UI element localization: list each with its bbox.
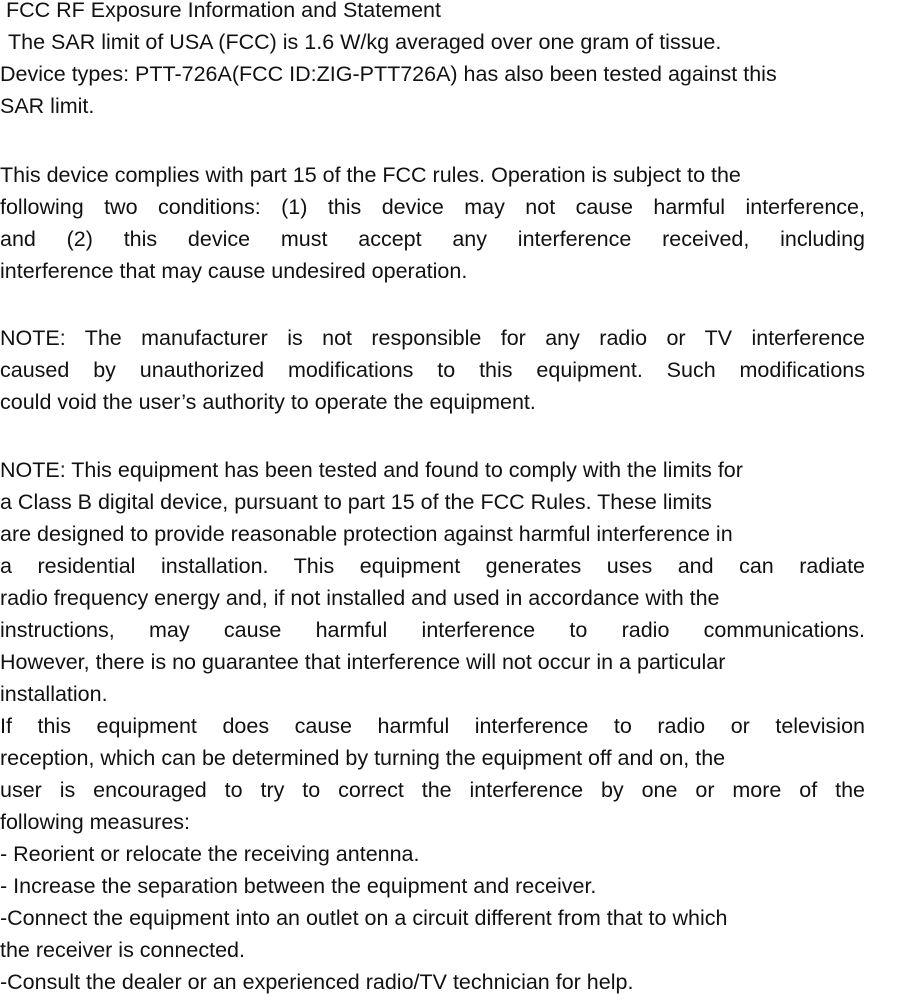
part15-line-2: following two conditions: (1) this device may not cause harmful interference,: [0, 195, 865, 219]
document-title: FCC RF Exposure Information and Statement: [6, 0, 441, 22]
measure-item-outlet-line-1: -Connect the equipment into an outlet on a circuit different from that to which: [0, 906, 728, 930]
measures-line-4: following measures:: [0, 810, 191, 834]
part15-line-3: and (2) this device must accept any interference received, including: [0, 227, 865, 251]
note2-line-3: are designed to provide reasonable protection against harmful interference in: [0, 522, 733, 546]
part15-line-1: This device complies with part 15 of the FCC rules. Operation is subject to the: [0, 163, 741, 187]
note2-line-5: radio frequency energy and, if not installed and used in accordance with the: [0, 586, 720, 610]
measures-line-1: If this equipment does cause harmful interference to radio or television: [0, 714, 865, 738]
measure-item-outlet-line-2: the receiver is connected.: [0, 938, 245, 962]
measure-item-consult: -Consult the dealer or an experienced radio/TV technician for help.: [0, 970, 634, 994]
note2-line-2: a Class B digital device, pursuant to part 15 of the FCC Rules. These limits: [0, 490, 712, 514]
sar-limit-line-2: Device types: PTT-726A(FCC ID:ZIG-PTT726A) has also been tested against this: [0, 62, 777, 86]
note1-line-2: caused by unauthorized modifications to this equipment. Such modifications: [0, 358, 865, 382]
note1-line-3: could void the user’s authority to operate the equipment.: [0, 390, 536, 414]
sar-limit-line-3: SAR limit.: [0, 94, 95, 118]
measure-item-separation: - Increase the separation between the equipment and receiver.: [0, 874, 597, 898]
part15-line-4: interference that may cause undesired operation.: [0, 259, 468, 283]
note2-line-1: NOTE: This equipment has been tested and found to comply with the limits for: [0, 458, 743, 482]
measures-line-2: reception, which can be determined by turning the equipment off and on, the: [0, 746, 726, 770]
note2-line-7: However, there is no guarantee that interference will not occur in a particular: [0, 650, 726, 674]
note2-line-8: installation.: [0, 682, 108, 706]
note2-line-6: instructions, may cause harmful interference to radio communications.: [0, 618, 865, 642]
note1-line-1: NOTE: The manufacturer is not responsible for any radio or TV interference: [0, 326, 865, 350]
measures-line-3: user is encouraged to try to correct the interference by one or more of the: [0, 778, 865, 802]
sar-limit-line-1: The SAR limit of USA (FCC) is 1.6 W/kg averaged over one gram of tissue.: [8, 30, 722, 54]
note2-line-4: a residential installation. This equipment generates uses and can radiate: [0, 554, 865, 578]
measure-item-reorient: - Reorient or relocate the receiving antenna.: [0, 842, 420, 866]
